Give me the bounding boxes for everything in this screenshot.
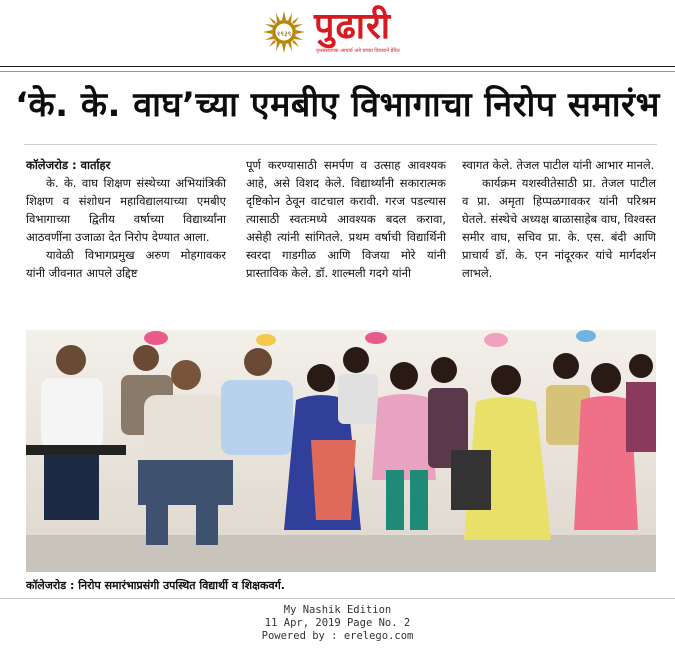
event-photo [26,330,656,572]
masthead-divider-thin [0,71,675,72]
footer-divider [0,598,675,599]
edition-footer [0,604,675,643]
article-column-3 [462,156,656,282]
article-column-2 [246,156,446,282]
newspaper-logo[interactable] [262,6,422,62]
brand-tagline: वृत्तसंस्थापक आचार्य अत्रे यांच्या विचाराने प्रेरित [316,48,400,54]
headline-divider [24,144,657,145]
edition-date-page: 11 Apr, 2019 Page No. 2 [264,617,411,629]
article-headline: ‘के. के. वाघ’च्या एमबीए विभागाचा निरोप समारंभ [15,85,660,125]
group-photo-illustration [26,330,656,572]
powered-by-link[interactable]: Powered by : erelego.com [261,630,414,642]
paragraph: पूर्ण करण्यासाठी समर्पण व उत्साह आवश्यक आहे, असे विशद केले. विद्यार्थ्यांनी सकारात्मक दृष्टिकोन ठेवून वाटचाल करावी. गरज पडल्यास त्यासाठी स्वतःमध्ये आवश्यक बदल करावा, असेही त्यांनी सांगितले. प्रथम वर्षाची विद्यार्थिनी स्वरदा गाडगीळ आणि विजया मोरे यांनी प्रास्ताविक केले. डॉ. शाल्मली गदगे यांनी [246,158,446,280]
masthead [0,0,675,68]
brand-name: पुढारी [314,5,392,47]
article-column-1 [26,156,226,282]
paragraph: यावेळी विभागप्रमुख अरुण मोहगावकर यांनी जीवनात आपले उद्दिष्ट [26,248,226,280]
masthead-divider [0,66,675,67]
paragraph: के. के. वाघ शिक्षण संस्थेच्या अभियांत्रिकी शिक्षण व संशोधन महाविद्यालयाच्या एमबीए विभागाच्या द्वितीय वर्षाच्या विद्यार्थ्यांना आठवणींना उजाळा देत निरोप देण्यात आला. [26,176,226,244]
emblem-year: १९३९ [276,30,292,38]
photo-caption: कॉलेजरोड : निरोप समारंभाप्रसंगी उपस्थित विद्यार्थी व शिक्षकवर्ग. [26,579,285,592]
dateline: कॉलेजरोड : वार्ताहर [26,158,111,172]
edition-name: My Nashik Edition [283,604,392,616]
paragraph: स्वागत केले. तेजल पाटील यांनी आभार मानले. [462,158,655,172]
paragraph: कार्यक्रम यशस्वीतेसाठी प्रा. तेजल पाटील व प्रा. अमृता हिप्पळगावकर यांनी परिश्रम घेतले. संस्थेचे अध्यक्ष बाळासाहेब वाघ, विश्वस्त समीर वाघ, सचिव प्रा. के. एस. बंदी आणि प्राचार्य डॉ. के. एन नांदूरकर यांचे मार्गदर्शन लाभले. [462,176,656,280]
